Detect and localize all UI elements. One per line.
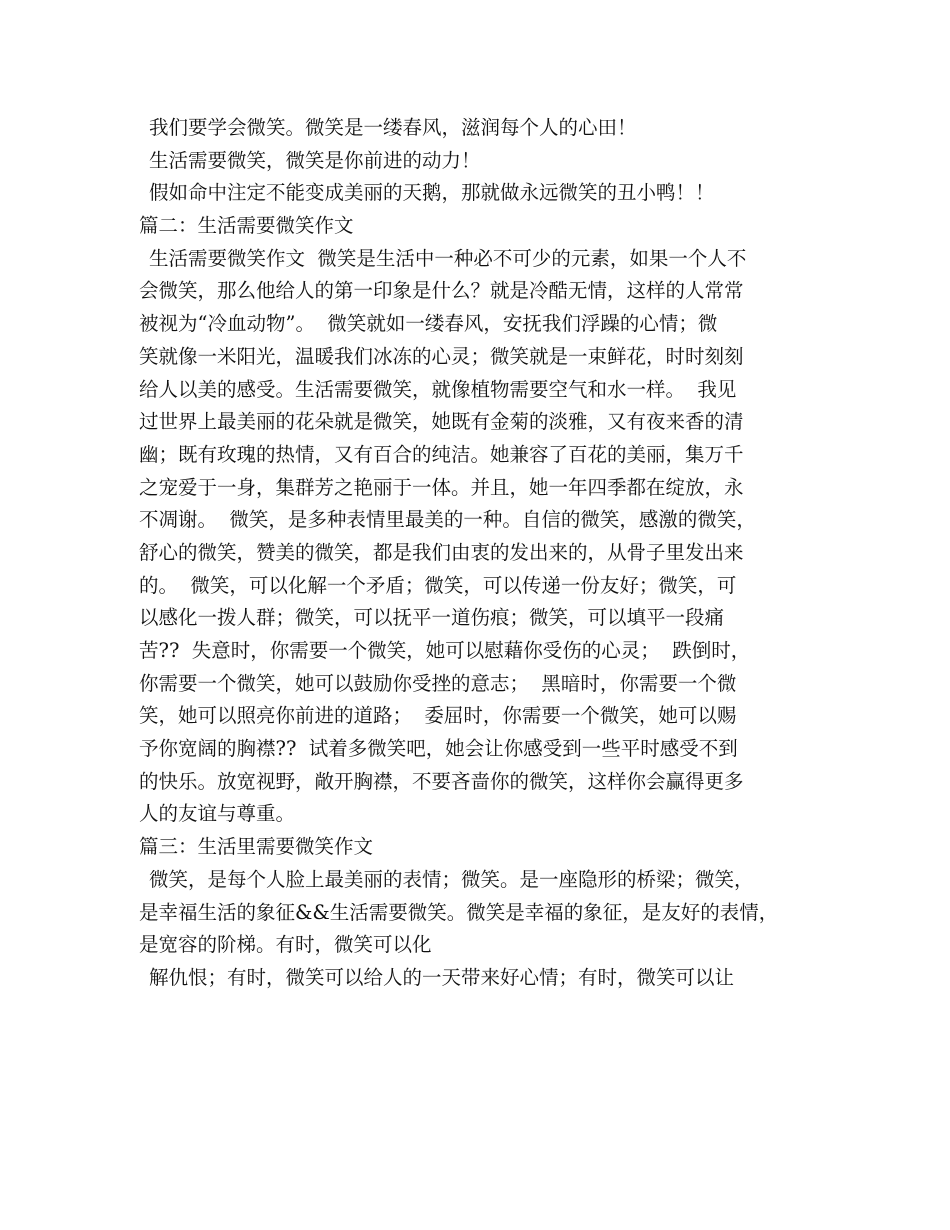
text-line: 予你宽阔的胸襟?? 试着多微笑吧，她会让你感受到一些平时感受不到 xyxy=(139,737,738,761)
text-line: 人的友谊与尊重。 xyxy=(139,802,296,826)
text-line: 假如命中注定不能变成美丽的天鹅，那就做永远微笑的丑小鸭！！ xyxy=(149,181,715,205)
section-heading: 篇二：生活需要微笑作文 xyxy=(139,214,354,238)
text-line: 微笑，是每个人脸上最美丽的表情；微笑。是一座隐形的桥梁；微笑， xyxy=(149,867,754,891)
text-line: 生活需要微笑，微笑是你前进的动力！ xyxy=(149,148,481,172)
text-line: 过世界上最美丽的花朵就是微笑，她既有金菊的淡雅，又有夜来香的清 xyxy=(139,410,744,434)
text-line: 解仇恨；有时，微笑可以给人的一天带来好心情；有时，微笑可以让 xyxy=(149,965,735,989)
text-line: 被视为“冷血动物”。 微笑就如一缕春风，安抚我们浮躁的心情；微 xyxy=(139,312,718,336)
text-line: 给人以美的感受。生活需要微笑，就像植物需要空气和水一样。 我见 xyxy=(139,377,737,401)
text-line: 幽；既有玫瑰的热情，又有百合的纯洁。她兼容了百花的美丽，集万千 xyxy=(139,442,744,466)
text-line: 以感化一拨人群；微笑，可以抚平一道伤痕；微笑，可以填平一段痛 xyxy=(139,606,725,630)
text-line: 是宽容的阶梯。有时，微笑可以化 xyxy=(139,933,432,957)
text-line: 你需要一个微笑，她可以鼓励你受挫的意志； 黑暗时，你需要一个微 xyxy=(139,671,737,695)
text-line: 生活需要微笑作文 微笑是生活中一种必不可少的元素，如果一个人不 xyxy=(149,246,747,270)
document-body xyxy=(139,112,819,995)
text-line: 之宠爱于一身，集群芳之艳丽于一体。并且，她一年四季都在绽放，永 xyxy=(139,475,744,499)
text-line: 的快乐。放宽视野，敞开胸襟，不要吝啬你的微笑，这样你会赢得更多 xyxy=(139,769,744,793)
section-heading: 篇三：生活里需要微笑作文 xyxy=(139,835,374,859)
text-line: 我们要学会微笑。微笑是一缕春风，滋润每个人的心田！ xyxy=(149,116,637,139)
text-line: 的。 微笑，可以化解一个矛盾；微笑，可以传递一份友好；微笑，可 xyxy=(139,573,737,597)
text-line: 舒心的微笑，赞美的微笑，都是我们由衷的发出来的，从骨子里发出来 xyxy=(139,540,744,564)
text-line: 会微笑，那么他给人的第一印象是什么？就是冷酷无情，这样的人常常 xyxy=(139,279,744,303)
text-line: 是幸福生活的象征&&生活需要微笑。微笑是幸福的象征，是友好的表情， xyxy=(139,900,779,924)
text-line: 笑就像一米阳光，温暖我们冰冻的心灵；微笑就是一束鲜花，时时刻刻 xyxy=(139,344,744,368)
text-line: 笑，她可以照亮你前进的道路； 委屈时，你需要一个微笑，她可以赐 xyxy=(139,704,737,728)
text-line: 苦?? 失意时，你需要一个微笑，她可以慰藉你受伤的心灵； 跌倒时， xyxy=(139,639,751,662)
text-line: 不凋谢。 微笑，是多种表情里最美的一种。自信的微笑，感激的微笑， xyxy=(139,508,756,532)
